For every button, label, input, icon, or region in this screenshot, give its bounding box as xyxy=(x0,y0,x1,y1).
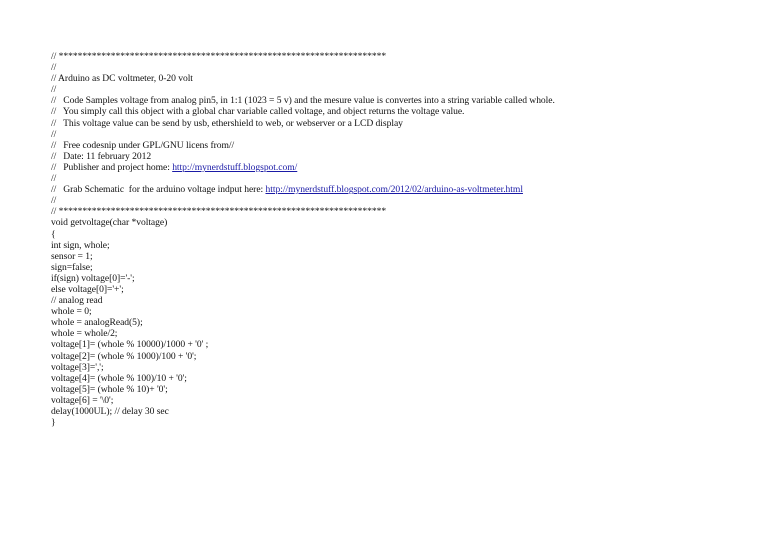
code-line xyxy=(51,206,751,217)
code-line xyxy=(51,106,751,117)
code-line xyxy=(51,151,751,162)
code-text: // ********************************************************************* xyxy=(51,51,387,62)
code-text: whole = 0; xyxy=(51,306,92,318)
code-line xyxy=(51,118,751,129)
code-text: int sign, whole; xyxy=(51,239,110,251)
code-text: // Grab Schematic for the arduino voltage indput here: xyxy=(51,184,266,196)
code-text: whole = whole/2; xyxy=(51,328,118,340)
schematic-link[interactable]: http://mynerdstuff.blogspot.com/2012/02/arduino-as-voltmeter.html xyxy=(265,184,523,196)
code-line xyxy=(51,295,751,306)
code-line xyxy=(51,140,751,151)
code-text: // xyxy=(51,128,57,140)
code-line xyxy=(51,339,751,350)
code-line xyxy=(51,195,751,206)
code-text: voltage[4]= (whole % 100)/10 + '0'; xyxy=(51,372,187,384)
code-line xyxy=(51,351,751,362)
code-text: voltage[3]=','; xyxy=(51,361,104,373)
code-text: } xyxy=(51,417,56,429)
code-document xyxy=(51,51,751,428)
code-text: sensor = 1; xyxy=(51,250,93,262)
code-text: { xyxy=(51,228,56,240)
code-text: voltage[1]= (whole % 10000)/1000 + '0' ; xyxy=(51,339,209,351)
code-text: // ********************************************************************* xyxy=(51,206,387,218)
code-text: // xyxy=(51,84,57,96)
code-line xyxy=(51,84,751,95)
code-line xyxy=(51,240,751,251)
code-line xyxy=(51,262,751,273)
code-line xyxy=(51,173,751,184)
code-text: if(sign) voltage[0]='-'; xyxy=(51,272,135,284)
code-text: // This voltage value can be send by usb, ethershield to web, or webserver or a LCD display xyxy=(51,117,403,129)
code-text: voltage[6] = '\0'; xyxy=(51,394,114,406)
code-line xyxy=(51,373,751,384)
code-line xyxy=(51,284,751,295)
code-line xyxy=(51,417,751,428)
code-line xyxy=(51,62,751,73)
code-line xyxy=(51,362,751,373)
code-line xyxy=(51,217,751,228)
code-text: // Free codesnip under GPL/GNU licens from// xyxy=(51,139,235,151)
code-text: // You simply call this object with a global char variable called voltage, and object returns the voltage value. xyxy=(51,106,465,118)
code-text: // xyxy=(51,173,57,185)
code-text: // xyxy=(51,62,57,74)
code-line xyxy=(51,129,751,140)
code-text: // Publisher and project home: xyxy=(51,161,173,173)
code-line xyxy=(51,384,751,395)
code-text: // analog read xyxy=(51,295,103,307)
code-line xyxy=(51,184,751,195)
code-line xyxy=(51,51,751,62)
code-line xyxy=(51,251,751,262)
code-line xyxy=(51,95,751,106)
code-text: else voltage[0]='+'; xyxy=(51,283,124,295)
code-text: voltage[2]= (whole % 1000)/100 + '0'; xyxy=(51,350,197,362)
code-line xyxy=(51,317,751,328)
code-text: whole = analogRead(5); xyxy=(51,317,143,329)
code-line xyxy=(51,229,751,240)
code-text: voltage[5]= (whole % 10)+ '0'; xyxy=(51,383,168,395)
code-text: // Code Samples voltage from analog pin5, in 1:1 (1023 = 5 v) and the mesure value is convertes into a string variable called whole. xyxy=(51,95,555,107)
code-line xyxy=(51,406,751,417)
code-line xyxy=(51,162,751,173)
code-text: sign=false; xyxy=(51,261,93,273)
code-line xyxy=(51,73,751,84)
code-text: void getvoltage(char *voltage) xyxy=(51,217,168,229)
project-home-link[interactable]: http://mynerdstuff.blogspot.com/ xyxy=(172,161,298,173)
code-line xyxy=(51,306,751,317)
code-line xyxy=(51,328,751,339)
code-line xyxy=(51,273,751,284)
code-text: delay(1000UL); // delay 30 sec xyxy=(51,406,169,417)
code-text: // xyxy=(51,195,57,207)
code-line xyxy=(51,395,751,406)
code-text: // Date: 11 february 2012 xyxy=(51,150,152,162)
code-text: // Arduino as DC voltmeter, 0-20 volt xyxy=(51,73,193,85)
